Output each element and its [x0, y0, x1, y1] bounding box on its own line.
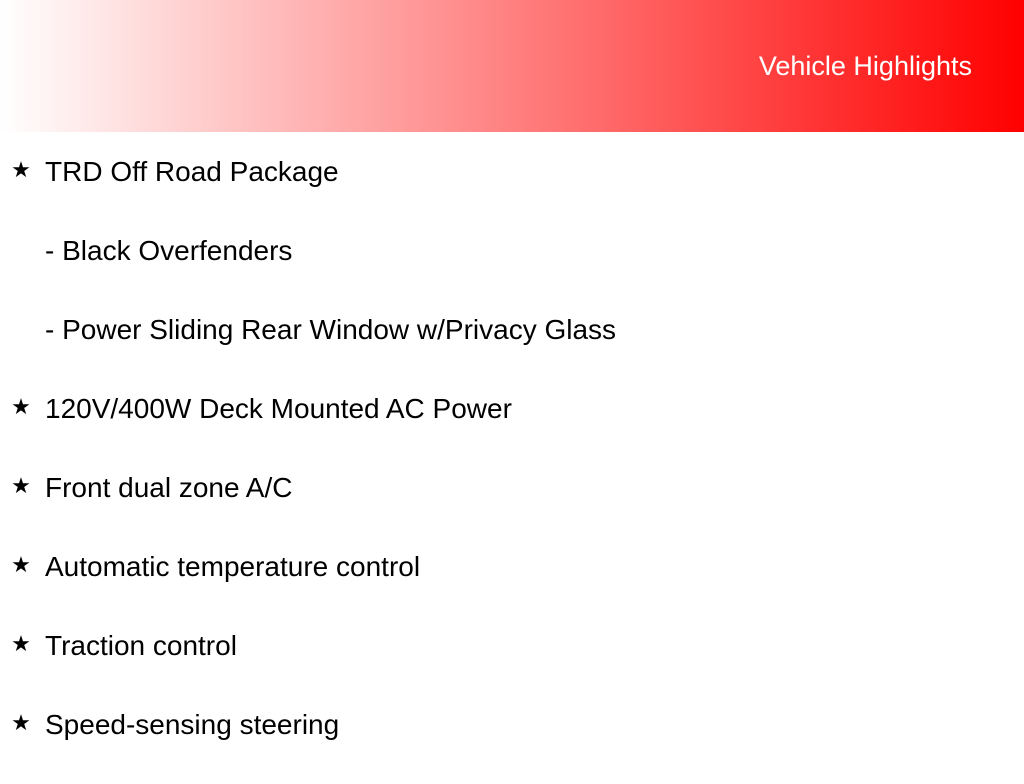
star-icon: ★ — [11, 552, 31, 577]
feature-text: - Black Overfenders — [45, 235, 293, 266]
star-icon: ★ — [11, 157, 31, 182]
feature-subitem — [0, 310, 1024, 389]
feature-text: Speed-sensing steering — [45, 709, 340, 740]
feature-text: 120V/400W Deck Mounted AC Power — [45, 393, 512, 424]
feature-item — [0, 389, 1024, 468]
feature-item — [0, 152, 1024, 231]
feature-text: Traction control — [45, 630, 237, 661]
feature-item — [0, 547, 1024, 626]
feature-item — [0, 705, 1024, 784]
feature-text: TRD Off Road Package — [45, 156, 339, 187]
feature-list — [0, 152, 1024, 784]
feature-text: - Power Sliding Rear Window w/Privacy Glass — [45, 314, 617, 345]
star-icon: ★ — [11, 631, 31, 656]
feature-item — [0, 468, 1024, 547]
feature-text: Automatic temperature control — [45, 551, 421, 582]
star-icon: ★ — [11, 710, 31, 735]
feature-subitem — [0, 231, 1024, 310]
feature-text: Front dual zone A/C — [45, 472, 293, 503]
star-icon: ★ — [11, 473, 31, 498]
page-title: Vehicle Highlights — [758, 51, 972, 81]
feature-item — [0, 626, 1024, 705]
star-icon: ★ — [11, 394, 31, 419]
header-banner — [0, 0, 1024, 132]
